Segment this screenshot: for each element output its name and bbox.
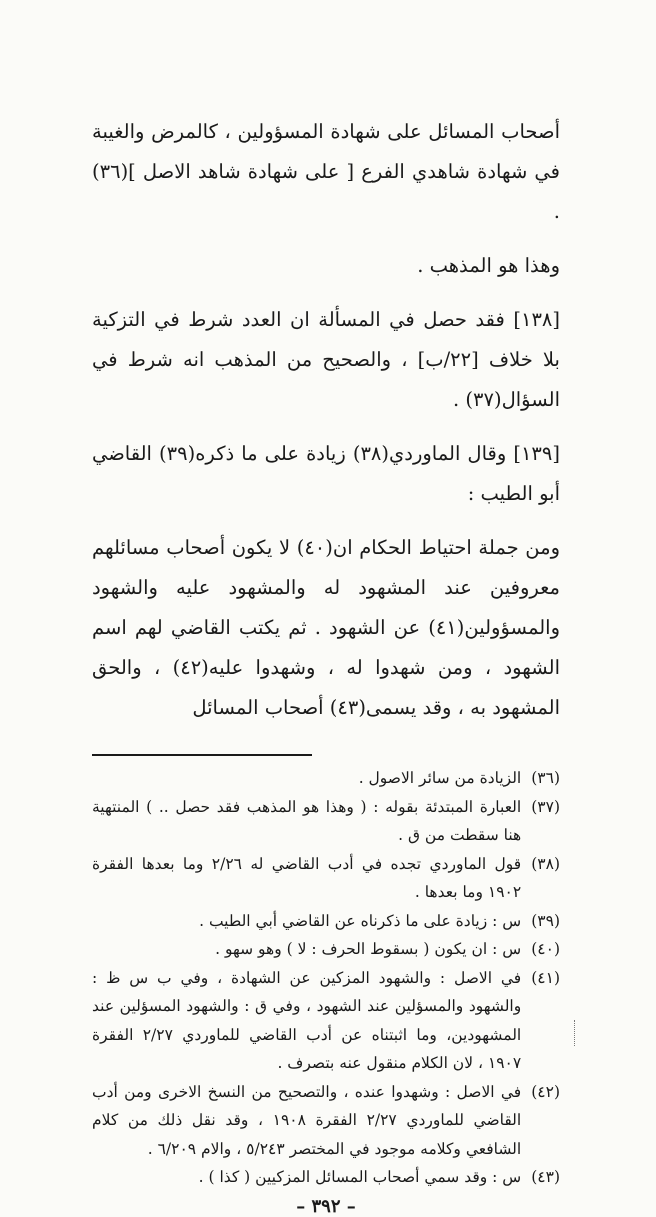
footnote-text: الزيادة من سائر الاصول . [358, 769, 522, 787]
paragraph: [١٣٩] وقال الماوردي(٣٨) زيادة على ما ذكره(٣٩) القاضي أبو الطيب : [92, 442, 560, 505]
footnote [92, 793, 560, 850]
footnote-text: العبارة المبتدئة بقوله : ( وهذا هو المذهب فقد حصل .. ) المنتهية هنا سقطت من ق . [92, 797, 522, 844]
footnote [92, 907, 560, 936]
footnote-text: س : ان يكون ( بسقوط الحرف : لا ) وهو سهو . [215, 940, 522, 958]
footnote-number: (٣٩) [531, 911, 560, 930]
footnotes [92, 764, 560, 1192]
paragraph: ومن جملة احتياط الحكام ان(٤٠) لا يكون أصحاب مسائلهم معروفين عند المشهود له والمشهود عليه والشهود والمسؤولين(٤١) عن الشهود . ثم يكتب القاضي لهم اسم الشهود ، ومن شهدوا له ، وشهدوا عليه(٤٢) ، والحق المشهود به ، وقد يسمى(٤٣) أصحاب المسائل [92, 536, 560, 719]
footnote [92, 1078, 560, 1164]
footnote-text: في الاصل : والشهود المزكين عن الشهادة ، وفي ب س ظ : والشهود والمسؤلين عند الشهود ، وفي ق : والشهود المسؤلين عند المشهودين، وما اثبتناه عن أدب القاضي للماوردي ٢/٢٧ الفقرة ١٩٠٧ ، لان الكلام منقول عنه بتصرف . [92, 968, 522, 1072]
footnote-text: س : زيادة على ما ذكرناه عن القاضي أبي الطيب . [199, 911, 522, 930]
main-text [92, 112, 560, 728]
footnote-text: قول الماوردي تجده في أدب القاضي له ٢/٢٦ وما بعدها الفقرة ١٩٠٢ وما بعدها . [92, 854, 522, 901]
footnote-number: (٣٦) [531, 769, 560, 787]
footnote-number: (٣٨) [531, 854, 560, 873]
footnote [92, 964, 560, 1078]
footnote-number: (٣٧) [531, 797, 560, 816]
footnote-divider [92, 754, 312, 756]
paragraph: [١٣٨] فقد حصل في المسألة ان العدد شرط في التزكية بلا خلاف [٢٢/ب] ، والصحيح من المذهب انه شرط في السؤال(٣٧) . [92, 308, 560, 411]
footnote-number: (٤٠) [531, 940, 560, 958]
footnote-number: (٤١) [531, 968, 560, 987]
footnote [92, 850, 560, 907]
footnote-text: س : وقد سمي أصحاب المسائل المزكيين ( كذا ) . [198, 1168, 522, 1186]
margin-mark [574, 1020, 577, 1046]
footnote [92, 1163, 560, 1192]
page-number: – ٣٩٢ – [296, 1195, 356, 1217]
paragraph: أصحاب المسائل على شهادة المسؤولين ، كالمرض والغيبة في شهادة شاهدي الفرع [ على شهادة شاهد الاصل ](٣٦) . [92, 120, 560, 223]
footnote [92, 764, 560, 793]
footnote-number: (٤٢) [531, 1082, 560, 1101]
paragraph: وهذا هو المذهب . [417, 254, 560, 277]
footnote-number: (٤٣) [531, 1168, 560, 1186]
footnote [92, 935, 560, 964]
footnote-text: في الاصل : وشهدوا عنده ، والتصحيح من النسخ الاخرى ومن أدب القاضي للماوردي ٢/٢٧ الفقرة ١٩٠٨ ، وقد نقل ذلك من كلام الشافعي وكلامه موجود في المختصر ٥/٢٤٣ ، والام ٦/٢٠٩ . [92, 1082, 522, 1158]
